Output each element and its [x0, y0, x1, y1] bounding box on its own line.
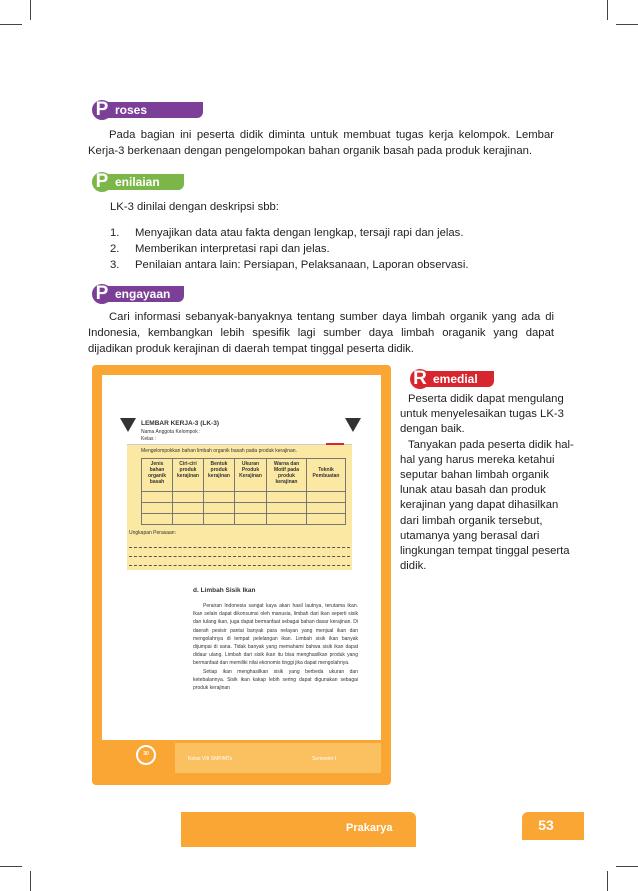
- penilaian-intro: LK-3 dinilai dengan deskripsi sbb:: [110, 201, 279, 213]
- crop-mark: [0, 24, 22, 25]
- list-item: 3. Penilaian antara lain: Persiapan, Pelaksanaan, Laporan observasi.: [110, 259, 469, 271]
- list-item: 2. Memberikan interpretasi rapi dan jelas.: [110, 243, 330, 255]
- crop-mark: [0, 866, 22, 867]
- lk-col-header: Jenis bahan organik basah: [147, 461, 167, 485]
- heading-initial: P: [92, 284, 112, 304]
- crop-mark: [616, 866, 638, 867]
- heading-initial: P: [92, 100, 112, 120]
- footer-page-number: 53: [538, 817, 554, 833]
- lk-col-header: Teknik Pembuatan: [312, 467, 340, 479]
- lk-col-header: Ciri-ciri produk kerajinan: [177, 461, 199, 479]
- list-item: 1. Menyajikan data atau fakta dengan lengkap, tersaji rapi dan jelas.: [110, 227, 464, 239]
- heading-initial: P: [92, 172, 112, 192]
- lk-table: [141, 458, 346, 525]
- crop-mark: [30, 0, 31, 20]
- lk-col-header: Bentuk produk kerajinan: [208, 461, 230, 479]
- heading-label: engayaan: [103, 286, 184, 302]
- penilaian-list: [88, 225, 558, 273]
- lk-feelings: Ungkapan Perasaan:: [129, 530, 176, 536]
- footer-subject: Prakarya: [346, 822, 393, 834]
- remedial-p2: Tanyakan pada peserta didik hal-hal yang harus mereka ketahui seputar bahan limbah organik lunak atau basah dan produk kerajinan yang dapat dihasilkan dari limbah organik tersebut, utamanya yang berasal dari lingkungan tempat tinggal peserta didik.: [400, 438, 574, 573]
- thumb-page-number: 30: [143, 751, 149, 757]
- heading-label: roses Pembelajaran: [103, 102, 203, 118]
- lk-task: Mengelompokkan bahan limbah organik basah pada produk kerajinan.: [141, 448, 297, 454]
- lk-col-header: Ukuran Produk Kerajinan: [239, 461, 262, 479]
- lk-group: Nama Anggota Kelompok :: [141, 429, 201, 435]
- remedial-text: [400, 392, 575, 574]
- crop-mark: [30, 871, 31, 891]
- heading-initial: R: [410, 369, 430, 389]
- remedial-p1: Peserta didik dapat mengulang untuk menyelesaikan tugas LK-3 dengan baik.: [400, 393, 564, 436]
- lk-class: Kelas :: [141, 436, 157, 442]
- thumb-body: Perairan Indonesia sangat kaya akan hasil lautnya, terutama ikan. Ikan selain dapat dikonsumsi oleh manusia, limbah dari ikan seperti sisik dan tulang ikan, juga dapat bermanfaat sebagai bahan dasar kerajinan. Di daerah pesisir pantai banyak para nelayan yang menjual ikan dan mengolahnya di tempat pelelangan ikan. Limbah sisik ikan banyak dijumpai di sana. Tidak banyak yang memahami bahwa sisik ikan dapat didaur ulang. Limbah dari sisik ikan itu bisa menghasilkan produk yang bermanfaat dan memiliki nilai ekonomis tinggi jika dapat mengolahnya. Setiap ikan menghasilkan sisik yang berbeda ukuran dan ketebalannya. Sisik ikan kakap lebih sering dapat digunakan sebagai produk kerajinan: [193, 603, 358, 692]
- proses-text: Pada bagian ini peserta didik diminta untuk membuat tugas kerja kelompok. Lembar Kerja-3 berkenaan dengan pengelompokan bahan organik basah pada produk kerajinan.: [88, 129, 554, 157]
- heading-label: emedial: [421, 371, 494, 387]
- crop-mark: [607, 871, 608, 891]
- crop-mark: [607, 0, 608, 20]
- thumb-footer-left: Kelas VIII SMP/MTs: [188, 756, 233, 762]
- pengayaan-text: Cari informasi sebanyak-banyaknya tentang sumber daya limbah organik yang ada di Indonesia, kembangkan lebih spesifik lagi sumber daya limbah oraganik yang dapat dijadikan produk kerajinan di daerah tempat tinggal peserta didik.: [88, 311, 554, 355]
- lk-title: LEMBAR KERJA-3 (LK-3): [141, 420, 219, 427]
- thumb-subheading: d. Limbah Sisik Ikan: [193, 587, 256, 594]
- heading-label: enilaian: [103, 174, 184, 190]
- crop-mark: [616, 24, 638, 25]
- thumb-footer-right: Semester I: [312, 756, 337, 762]
- lk-col-header: Warna dan Motif pada produk kerajinan: [273, 461, 300, 485]
